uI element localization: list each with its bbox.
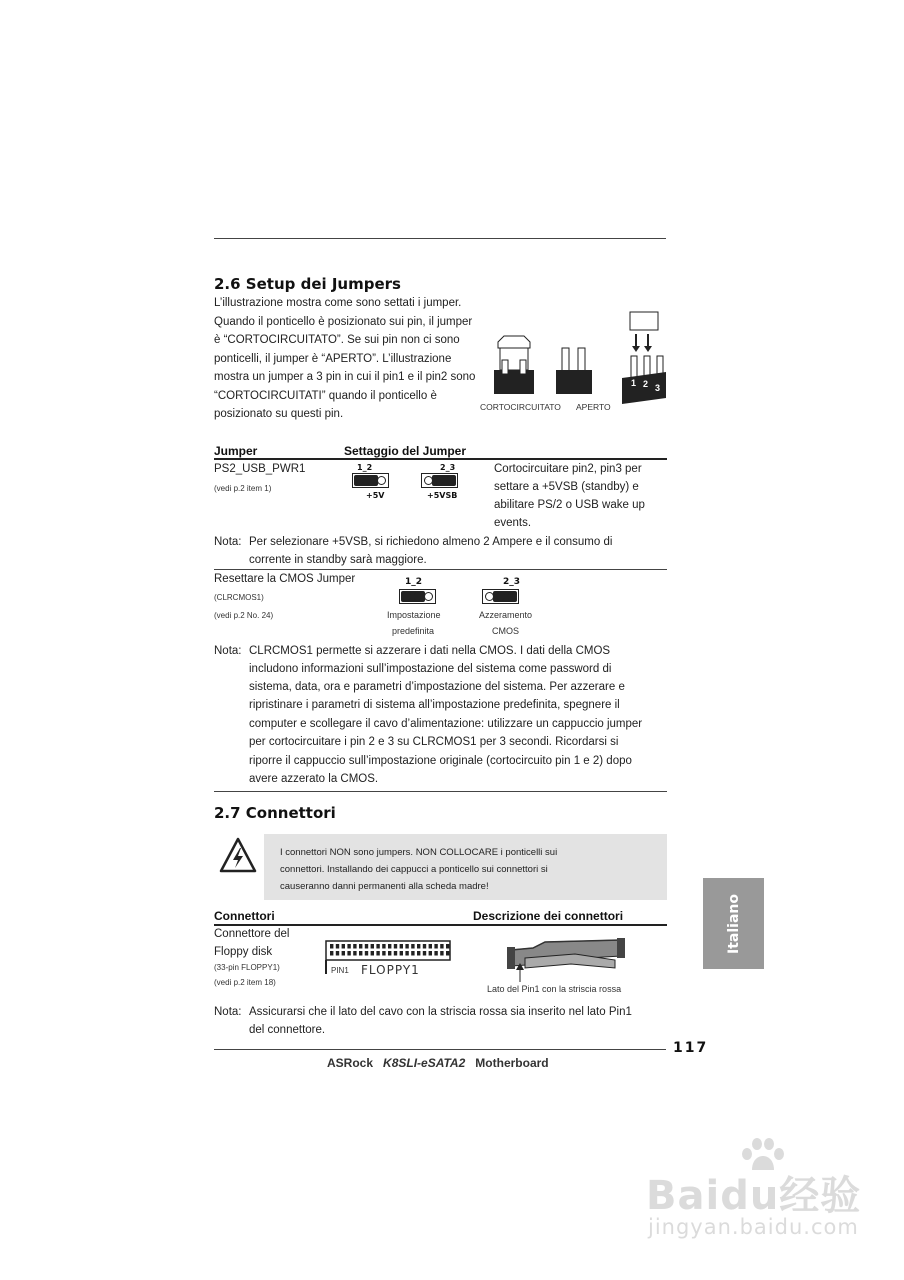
page-number: 117	[673, 1040, 709, 1056]
note1-line-1: Per selezionare +5VSB, si richiedono almeno 2 Ampere e il consumo di	[249, 536, 613, 548]
cmos-opt2-header	[482, 589, 519, 604]
top-rule	[214, 238, 666, 239]
note1-line-2: corrente in standby sarà maggiore.	[249, 554, 427, 566]
warning-icon	[218, 836, 258, 876]
cmos-opt1-pins: 1_2	[405, 577, 423, 587]
shorted-jumper-figure	[494, 336, 534, 394]
section-title-connectors: 2.7 Connettori	[214, 804, 336, 822]
watermark-logo: Baidu经验	[646, 1173, 862, 1219]
col-header-setting: Settaggio del Jumper	[344, 444, 467, 458]
footer-rule	[214, 1049, 666, 1050]
floppy-ref: (vedi p.2 item 18)	[214, 978, 276, 987]
watermark-url: jingyan.baidu.com	[648, 1215, 859, 1239]
note2-label: Nota:	[214, 645, 242, 657]
ps2-opt1-label: +5V	[366, 491, 385, 500]
col-header-jumper: Jumper	[214, 444, 258, 458]
label-open: APERTO	[576, 402, 611, 412]
cmos-opt2-pins: 2_3	[503, 577, 521, 587]
note3-line-2: del connettore.	[249, 1024, 326, 1036]
cmos-opt1-label-1: Impostazione	[387, 610, 441, 620]
cmos-opt2-label-1: Azzeramento	[479, 610, 533, 620]
ps2-opt2-pins: 2_3	[440, 463, 456, 472]
note3-line-1: Assicurarsi che il lato del cavo con la striscia rossa sia inserito nel lato Pin1	[249, 1006, 632, 1018]
col-header-connectors: Connettori	[214, 909, 275, 923]
footer-product-line	[327, 1056, 549, 1070]
ps2-opt1-header	[352, 473, 389, 488]
footer-model: K8SLI-eSATA2	[383, 1056, 466, 1070]
col-header-description: Descrizione dei connettori	[473, 909, 624, 923]
pin1-arrow-icon	[515, 963, 525, 983]
cable-caption: Lato del Pin1 con la striscia rossa	[487, 984, 622, 994]
cmos-opt1-header	[399, 589, 436, 604]
footer-brand: ASRock	[327, 1056, 374, 1070]
floppy-code: (33-pin FLOPPY1)	[214, 963, 280, 972]
pin-number-3: 3	[655, 383, 661, 393]
cmos-jumper-ref: (vedi p.2 No. 24)	[214, 611, 274, 620]
pin-number-1: 1	[631, 378, 637, 388]
floppy-name-2: Floppy disk	[214, 946, 273, 958]
language-tab: Italiano	[703, 878, 764, 969]
ps2-jumper-ref: (vedi p.2 item 1)	[214, 484, 272, 493]
floppy-name-1: Connettore del	[214, 928, 290, 940]
note1-label: Nota:	[214, 536, 242, 548]
floppy-connector-label: FLOPPY1	[361, 963, 420, 977]
footer-product: Motherboard	[475, 1056, 549, 1070]
jumper-illustration	[484, 308, 674, 408]
ps2-opt2-label: +5VSB	[427, 491, 458, 500]
floppy-pin1-label: PIN1	[331, 966, 349, 975]
cmos-opt1-label-2: predefinita	[392, 626, 435, 636]
ps2-opt1-pins: 1_2	[357, 463, 373, 472]
cmos-jumper-code: (CLRCMOS1)	[214, 593, 264, 602]
cmos-opt2-label-2: CMOS	[492, 626, 519, 636]
cmos-jumper-name: Resettare la CMOS Jumper	[214, 573, 356, 585]
warning-text: I connettori NON sono jumpers. NON COLLOCARE i ponticelli sui connettori. Installando dei cappucci a ponticello sui connettori si causeranno danni permanenti alla scheda madre!	[280, 847, 558, 892]
pin-number-2: 2	[643, 379, 649, 389]
label-short: CORTOCIRCUITATO	[480, 402, 561, 412]
ps2-jumper-name: PS2_USB_PWR1	[214, 463, 306, 475]
section-title-jumpers: 2.6 Setup dei Jumpers	[214, 275, 401, 293]
open-jumper-figure	[556, 348, 592, 394]
note3-label: Nota:	[214, 1006, 242, 1018]
ps2-opt2-header	[421, 473, 458, 488]
note2-rule	[214, 791, 667, 792]
